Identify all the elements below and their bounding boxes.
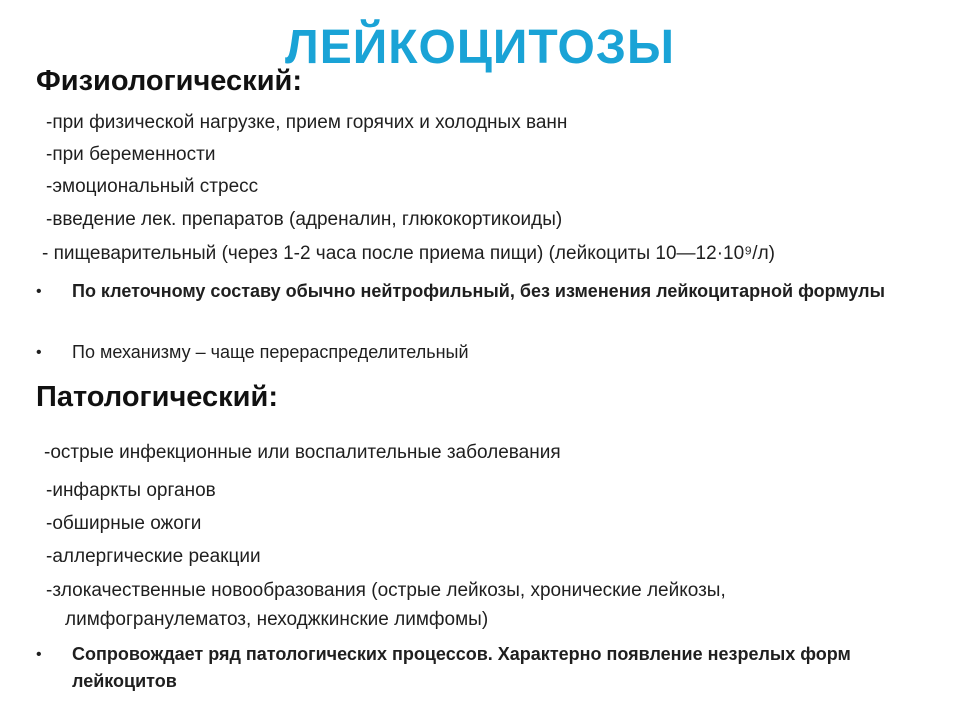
- pathological-bullet-1: [36, 641, 926, 695]
- physiological-item-1: -при физической нагрузке, прием горячих и холодных ванн: [46, 112, 568, 133]
- pathological-item-5: -злокачественные новообразования (острые лейкозы, хронические лейкозы,: [46, 580, 726, 601]
- bullet-marker: •: [36, 283, 42, 300]
- bullet-marker: •: [36, 344, 42, 361]
- physiological-bullet-1: [36, 278, 926, 305]
- physiological-bullet-2: [36, 339, 926, 366]
- physiological-bullet-1-text: По клеточному составу обычно нейтрофильный, без изменения лейкоцитарной формулы: [72, 281, 885, 301]
- physiological-item-2: -при беременности: [46, 144, 216, 165]
- bullet-marker: •: [36, 646, 42, 663]
- pathological-bullet-1-text: Сопровождает ряд патологических процессов. Характерно появление незрелых форм лейкоцитов: [72, 644, 851, 691]
- pathological-item-4: -аллергические реакции: [46, 546, 261, 567]
- physiological-item-4: -введение лек. препаратов (адреналин, глюкокортикоиды): [46, 209, 563, 230]
- pathological-item-1: -острые инфекционные или воспалительные заболевания: [44, 442, 561, 463]
- physiological-item-3: -эмоциональный стресс: [46, 176, 259, 197]
- physiological-item-5: - пищеварительный (через 1-2 часа после приема пищи) (лейкоциты 10—12·10⁹/л): [42, 243, 775, 264]
- physiological-bullet-2-text: По механизму – чаще перераспределительный: [72, 342, 469, 362]
- pathological-item-2: -инфаркты органов: [46, 480, 216, 501]
- physiological-heading: Физиологический:: [36, 65, 303, 97]
- slide-title: ЛЕЙКОЦИТОЗЫ: [285, 21, 675, 74]
- pathological-item-3: -обширные ожоги: [46, 513, 202, 534]
- pathological-heading: Патологический:: [36, 381, 278, 413]
- pathological-item-5-continuation: лимфогранулематоз, неходжкинские лимфомы): [65, 609, 489, 630]
